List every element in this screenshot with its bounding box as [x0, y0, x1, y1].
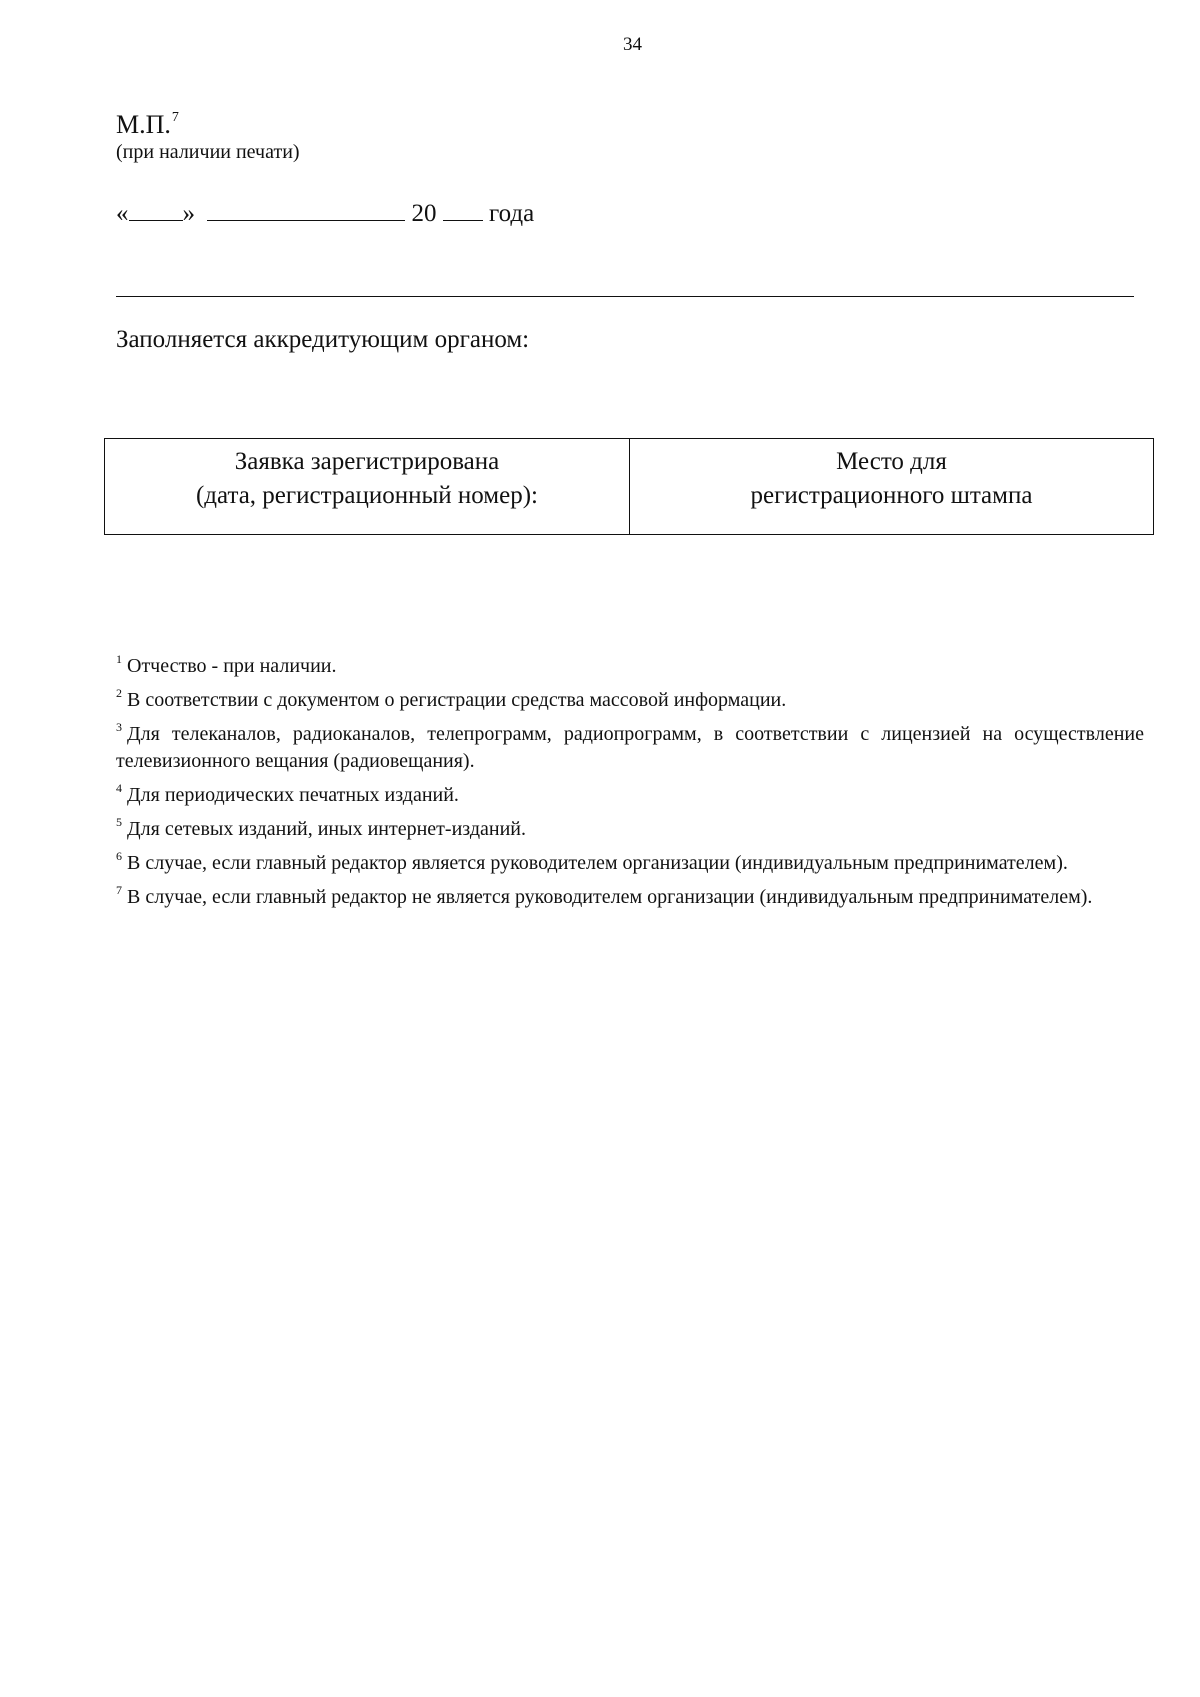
footnote-number: 4 — [116, 781, 122, 795]
registration-line-2: (дата, регистрационный номер): — [195, 482, 538, 509]
footnote-number: 3 — [116, 720, 122, 734]
footnote — [116, 843, 1144, 877]
page-number: 34 — [623, 34, 642, 55]
date-century: 20 — [411, 200, 437, 227]
seal-label — [116, 102, 179, 141]
footnote-number: 2 — [116, 686, 122, 700]
footnote-number: 5 — [116, 815, 122, 829]
registration-cell — [105, 439, 630, 534]
footnote — [116, 775, 1144, 809]
footnote-text: Для периодических печатных изданий. — [127, 784, 459, 806]
month-blank — [207, 200, 405, 221]
seal-footnote-ref: 7 — [171, 110, 179, 125]
stamp-line-2: регистрационного штампа — [750, 482, 1033, 509]
footnote-text: В случае, если главный редактор является руководителем организации (индивидуальным предпринимателем). — [127, 852, 1068, 874]
date-line — [116, 200, 534, 228]
seal-note: (при наличии печати) — [116, 141, 300, 163]
footnote-number: 7 — [116, 883, 122, 897]
footnote-text: Отчество - при наличии. — [127, 655, 337, 677]
fill-label: Заполняется аккредитующим органом: — [116, 326, 530, 353]
day-blank — [129, 200, 183, 221]
footnote — [116, 714, 1144, 775]
year-blank — [443, 200, 483, 221]
date-suffix: года — [489, 200, 535, 227]
footnote-text: Для сетевых изданий, иных интернет-изданий. — [127, 818, 526, 840]
date-close-quote: » — [182, 200, 195, 227]
footnotes — [116, 646, 1144, 911]
separator-line — [116, 296, 1134, 297]
date-open-quote: « — [116, 200, 129, 227]
seal-text: М.П. — [116, 110, 171, 139]
footnote — [116, 877, 1144, 911]
footnote-text: Для телеканалов, радиоканалов, телепрограмм, радиопрограмм, в соответствии с лицензией на осуществление телевизионного вещания (радиовещания). — [116, 723, 1144, 772]
footnote-text: В соответствии с документом о регистрации средства массовой информации. — [127, 689, 787, 711]
stamp-cell — [630, 439, 1153, 534]
footnote — [116, 680, 1144, 714]
footnote — [116, 646, 1144, 680]
footnote-text: В случае, если главный редактор не является руководителем организации (индивидуальным предпринимателем). — [127, 886, 1093, 908]
registration-table — [104, 438, 1154, 535]
stamp-line-1: Место для — [836, 448, 947, 475]
footnote-number: 1 — [116, 652, 122, 666]
footnote-number: 6 — [116, 849, 122, 863]
footnote — [116, 809, 1144, 843]
registration-line-1: Заявка зарегистрирована — [234, 448, 500, 475]
